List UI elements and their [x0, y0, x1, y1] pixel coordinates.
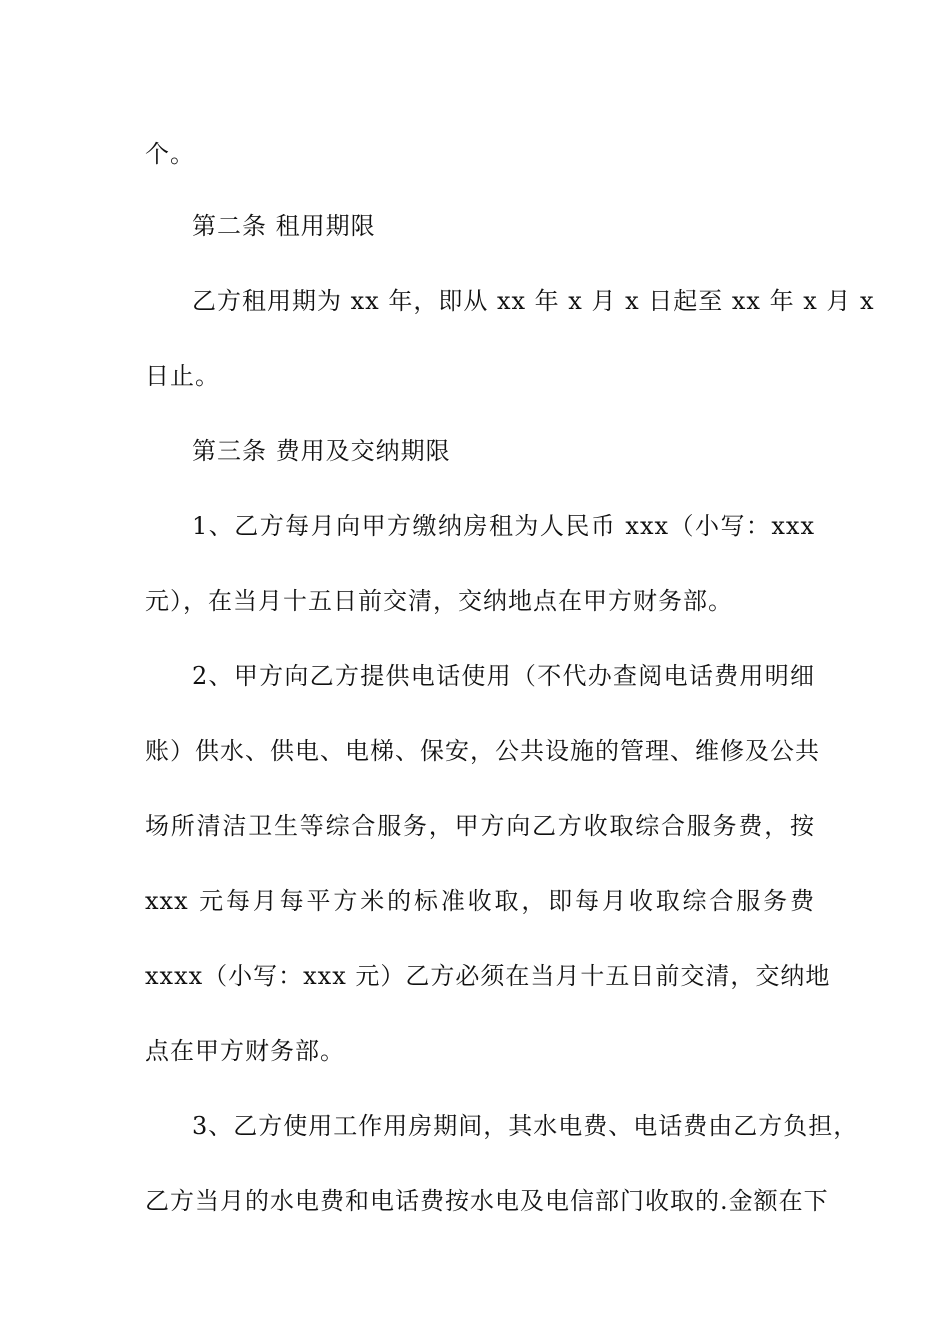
clause-2-line-5: xxxx（小写：xxx 元）乙方必须在当月十五日前交清，交纳地 — [145, 962, 831, 990]
lease-term-line-2: 日止。 — [145, 362, 220, 390]
clause-3-line-1: 3、乙方使用工作用房期间，其水电费、电话费由乙方负担， — [192, 1112, 859, 1140]
clause-1-line-2: 元），在当月十五日前交清，交纳地点在甲方财务部。 — [145, 587, 733, 615]
lease-term-line-1: 乙方租用期为 xx 年，即从 xx 年 x 月 x 日起至 xx 年 x 月 x — [192, 287, 875, 315]
text-line-continuation: 个。 — [145, 140, 195, 168]
clause-2-line-6: 点在甲方财务部。 — [145, 1037, 345, 1065]
clause-3-line-2: 乙方当月的水电费和电话费按水电及电信部门收取的.金额在下 — [145, 1187, 829, 1215]
clause-2-line-2: 账）供水、供电、电梯、保安，公共设施的管理、维修及公共 — [145, 737, 820, 765]
clause-1-line-1: 1、乙方每月向甲方缴纳房租为人民币 xxx（小写：xxx — [192, 512, 815, 540]
clause-2-line-4: xxx 元每月每平方米的标准收取，即每月收取综合服务费 — [145, 887, 815, 915]
clause-2-line-1: 2、甲方向乙方提供电话使用（不代办查阅电话费用明细 — [192, 662, 815, 690]
article-3-heading: 第三条 费用及交纳期限 — [192, 437, 451, 465]
clause-2-line-3: 场所清洁卫生等综合服务，甲方向乙方收取综合服务费，按 — [145, 812, 815, 840]
article-2-heading: 第二条 租用期限 — [192, 212, 376, 240]
